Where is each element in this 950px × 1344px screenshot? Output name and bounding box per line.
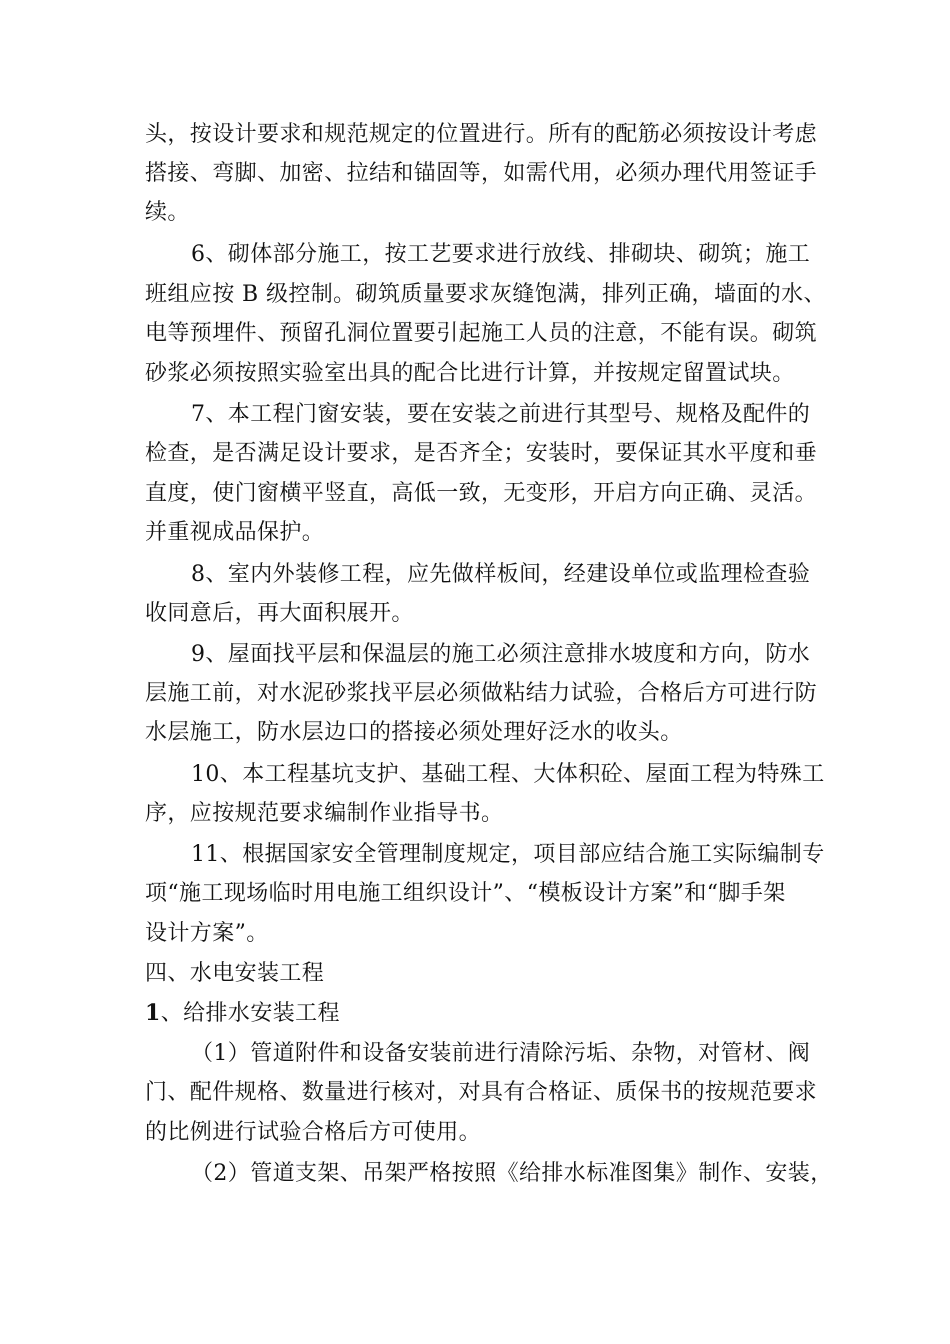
text-line: 11、根据国家安全管理制度规定，项目部应结合施工实际编制专 — [191, 842, 825, 867]
text-line: 砂浆必须按照实验室出具的配合比进行计算，并按规定留置试块。 — [145, 361, 795, 386]
text-line: 班组应按 B 级控制。砌筑质量要求灰缝饱满，排列正确，墙面的水、 — [145, 282, 826, 307]
text-line: （1）管道附件和设备安装前进行清除污垢、杂物，对管材、阀 — [191, 1041, 811, 1066]
text-line: 并重视成品保护。 — [145, 520, 325, 545]
text-line: 收同意后，再大面积展开。 — [145, 601, 414, 626]
text-line: 10、本工程基坑支护、基础工程、大体积砼、屋面工程为特殊工 — [191, 762, 825, 787]
text-line: 水层施工，防水层边口的搭接必须处理好泛水的收头。 — [145, 720, 683, 745]
text-line: 8、室内外装修工程，应先做样板间，经建设单位或监理检查验 — [191, 562, 811, 587]
text-line: 直度，使门窗横平竖直，高低一致，无变形，开启方向正确、灵活。 — [145, 481, 818, 506]
text-line: 项“施工现场临时用电施工组织设计”、“模板设计方案”和“脚手架 — [145, 881, 786, 906]
text-line: 头，按设计要求和规范规定的位置进行。所有的配筋必须按设计考虑 — [145, 122, 818, 147]
text-line: 的比例进行试验合格后方可使用。 — [145, 1120, 482, 1145]
text-line: 7、本工程门窗安装，要在安装之前进行其型号、规格及配件的 — [191, 402, 811, 427]
text-line: 检查，是否满足设计要求，是否齐全；安装时，要保证其水平度和垂 — [145, 441, 818, 466]
text-line: 门、配件规格、数量进行核对，对具有合格证、质保书的按规范要求 — [145, 1080, 818, 1105]
text-line: 设计方案”。 — [145, 921, 269, 946]
text-line: 搭接、弯脚、加密、拉结和锚固等，如需代用，必须办理代用签证手 — [145, 161, 818, 186]
text-line: 序，应按规范要求编制作业指导书。 — [145, 801, 504, 826]
subsection-title: 、给排水安装工程 — [160, 1001, 340, 1026]
text-line: 电等预埋件、预留孔洞位置要引起施工人员的注意，不能有误。砌筑 — [145, 321, 818, 346]
text-line: （2）管道支架、吊架严格按照《给排水标准图集》制作、安装， — [191, 1161, 833, 1186]
subsection-number: 1 — [145, 1000, 161, 1026]
section-heading: 四、水电安装工程 — [145, 961, 325, 986]
text-line: 层施工前，对水泥砂浆找平层必须做粘结力试验，合格后方可进行防 — [145, 681, 818, 706]
text-line: 9、屋面找平层和保温层的施工必须注意排水坡度和方向，防水 — [191, 642, 811, 667]
text-line: 续。 — [145, 200, 190, 225]
text-line: 6、砌体部分施工，按工艺要求进行放线、排砌块、砌筑；施工 — [191, 242, 811, 267]
subsection-heading — [145, 1000, 340, 1026]
